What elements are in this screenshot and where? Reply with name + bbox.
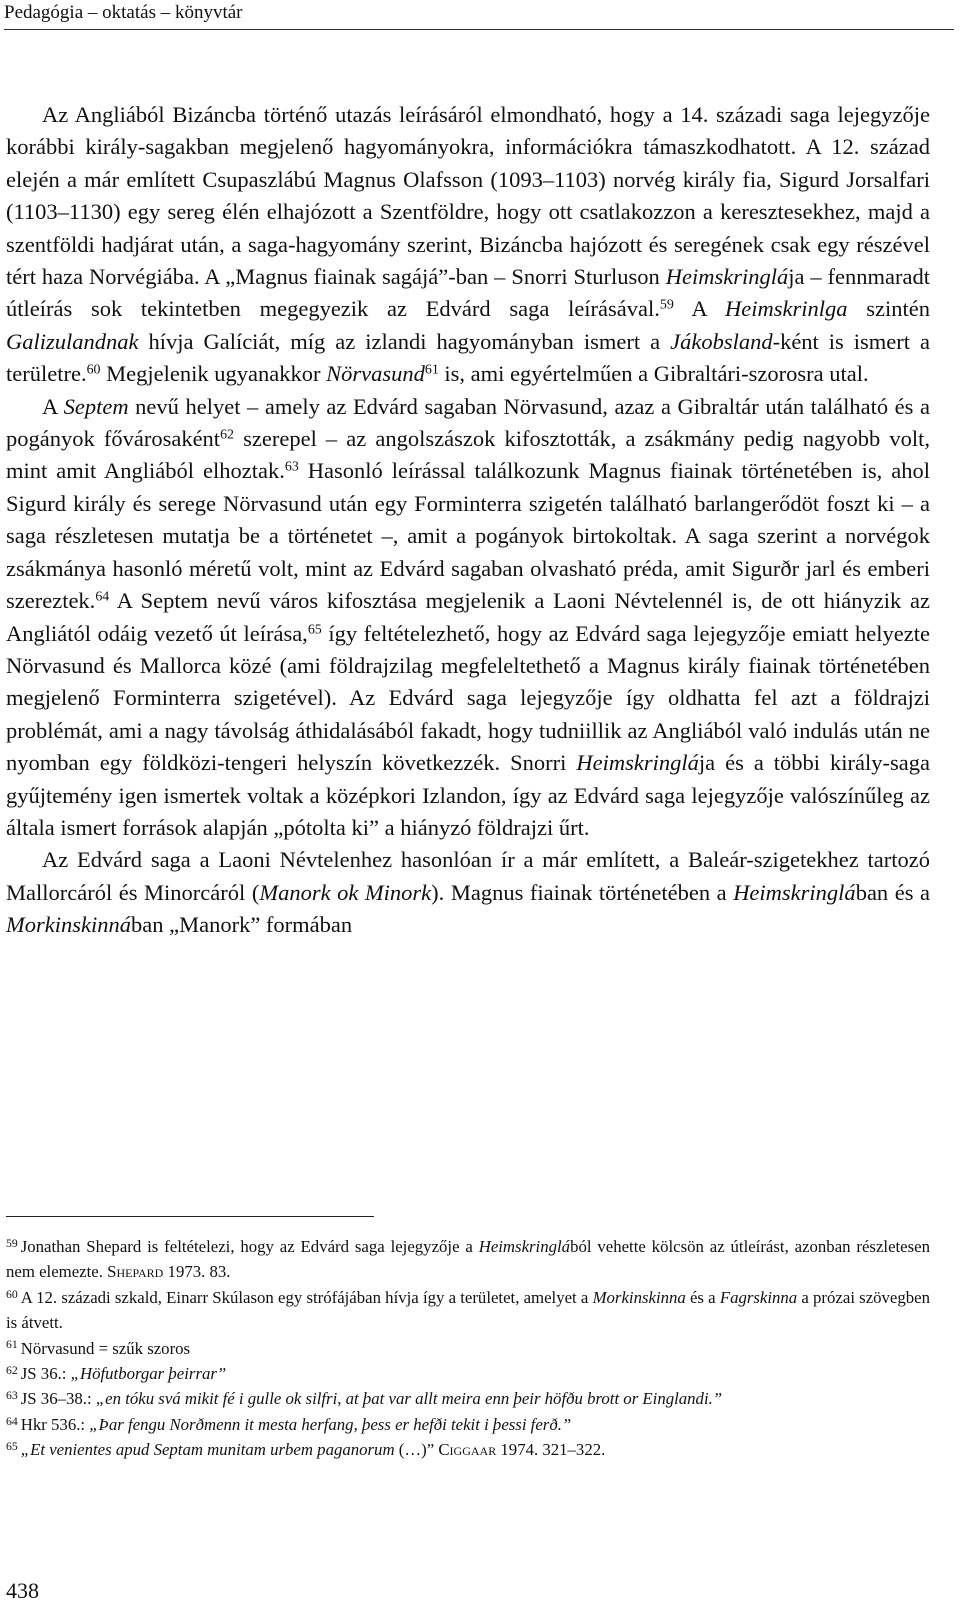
main-text xyxy=(6,99,930,942)
footnote-divider xyxy=(6,1216,374,1217)
footnote-ref-59[interactable]: 59 xyxy=(659,297,674,313)
paragraph-3: Az Edvárd saga a Laoni Névtelenhez hasonlóan ír a már említett, a Baleár-szigetekhez tartozó Mallorcáról és Minorcáról (Manork ok Minork). Magnus fiainak történetében a Heimskringlában és a Morkinskinnában „Manork” formában xyxy=(6,847,931,938)
footnote-ref-62[interactable]: 62 xyxy=(220,427,234,443)
footnote-65: $^{65}$ „Et venientes apud Septam munitam urbem paganorum (…)” Ciggaar 1974. 321–322. xyxy=(6,1439,606,1460)
footnote-ref-60[interactable]: 60 xyxy=(86,362,101,378)
footnotes xyxy=(6,1234,930,1463)
footnote-ref-63[interactable]: 63 xyxy=(284,459,299,475)
paragraph-1: Az Angliából Bizáncba történő utazás leírásáról elmondható, hogy a 14. századi saga lejegyzője korábbi király-sagakban megjelenő hagyományokra, információkra támaszkodhatott. A 12. század elején a már említett Csupaszlábú Magnus Olafsson (1093–1103) norvég király fia, Sigurd Jorsalfari (1103–1130) egy sereg élén elhajózott a Szentföldre, hogy ott csatlakozzon a keresztesekhez, majd a szentföldi hadjárat után, a saga-hagyomány szerint, Bizáncba hajózott és seregének csak egy részével tért haza Norvégiába. A „Magnus fiainak sagájá”-ban – Snorri Sturluson Heimskringlája – fennmaradt útleírás sok tekintetben megegyezik az Edvárd saga leírásával.$^{59}$ A Heimskrinlga szintén Galizulandnak hívja Galíciát, míg az izlandi hagyományban ismert a Jákobsland-ként is ismert a területre.$^{60}$ Megjelenik ugyanakkor Nörvasund$^{61}$ is, ami egyértelműen a Gibraltári-szorosra utal. xyxy=(6,102,931,387)
footnote-ref-65[interactable]: 65 xyxy=(307,621,322,637)
footnote-59: $^{59}$ Jonathan Shepard is feltételezi, hogy az Edvárd saga lejegyzője a Heimskringlából vehette kölcsön az útleírást, azonban részletesen nem elemezte. Shepard 1973. 83. xyxy=(6,1236,931,1282)
footnote-63: $^{63}$ JS 36–38.: „en tóku svá mikit fé i gulle ok silfri, at þat var allt meira enn þeir höfðu brott or Einglandi.” xyxy=(6,1389,723,1409)
footnote-60: $^{60}$ A 12. századi szkald, Einarr Skúlason egy strófájában hívja így a területet, amelyet a Morkinskinna és a Fagrskinna a prózai szövegben is átvett. xyxy=(6,1287,931,1333)
footnote-64: $^{64}$ Hkr 536.: „Þar fengu Norðmenn it mesta herfang, þess er hefði tekit i þessi ferð.” xyxy=(6,1414,572,1434)
footnote-ref-64[interactable]: 64 xyxy=(95,589,110,605)
footnote-ref-61[interactable]: 61 xyxy=(424,362,439,378)
paragraph-2: A Septem nevű helyet – amely az Edvárd sagaban Nörvasund, azaz a Gibraltár után található és a pogányok fővárosaként$^{62}$ szerepel – az angolszászok kifosztották, a zsákmány pedig nagyobb volt, mint amit Angliából elhoztak.$^{63}$ Hasonló leírással találkozunk Magnus fiainak történetében is, ahol Sigurd király és serege Nörvasund után egy Forminterra szigetén található barlangerődöt foszt ki – a saga részletesen mutatja be a történetet –, amit a pogányok birtokoltak. A saga szerint a norvégok zsákmánya hasonló méretű volt, mint az Edvárd sagaban olvasható préda, amit Sigurðr jarl és emberi szereztek.$^{64}$ A Septem nevű város kifosztása megjelenik a Laoni Névtelennél is, de ott hiányzik az Angliától odáig vezető út leírása,$^{65}$ így feltételezhető, hogy az Edvárd saga lejegyzője emiatt helyezte Nörvasund és Mallorca közé (ami földrajzilag megfeleltethető a Magnus király fiainak történetében megjelenő Forminterra szigetével). Az Edvárd saga lejegyzője így oldhatta fel azt a földrajzi problémát, ami a nagy távolság áthidalásából fakadt, hogy tudniillik az Angliából való indulás után ne nyomban egy földközi-tengeri helyszín következzék. Snorri Heimskringlája és a többi király-saga gyűjtemény igen ismertek voltak a középkori Izlandon, így az Edvárd saga lejegyzője valószínűleg az általa ismert források alapján „pótolta ki” a hiányzó földrajzi űrt. xyxy=(6,393,930,840)
page-number: 438 xyxy=(6,1578,39,1603)
running-header: Pedagógia – oktatás – könyvtár xyxy=(4,2,954,30)
footnote-62: $^{62}$ JS 36.: „Höfutborgar þeirrar” xyxy=(6,1363,227,1384)
footnote-61: $^{61}$ Nörvasund = szűk szoros xyxy=(6,1338,191,1358)
